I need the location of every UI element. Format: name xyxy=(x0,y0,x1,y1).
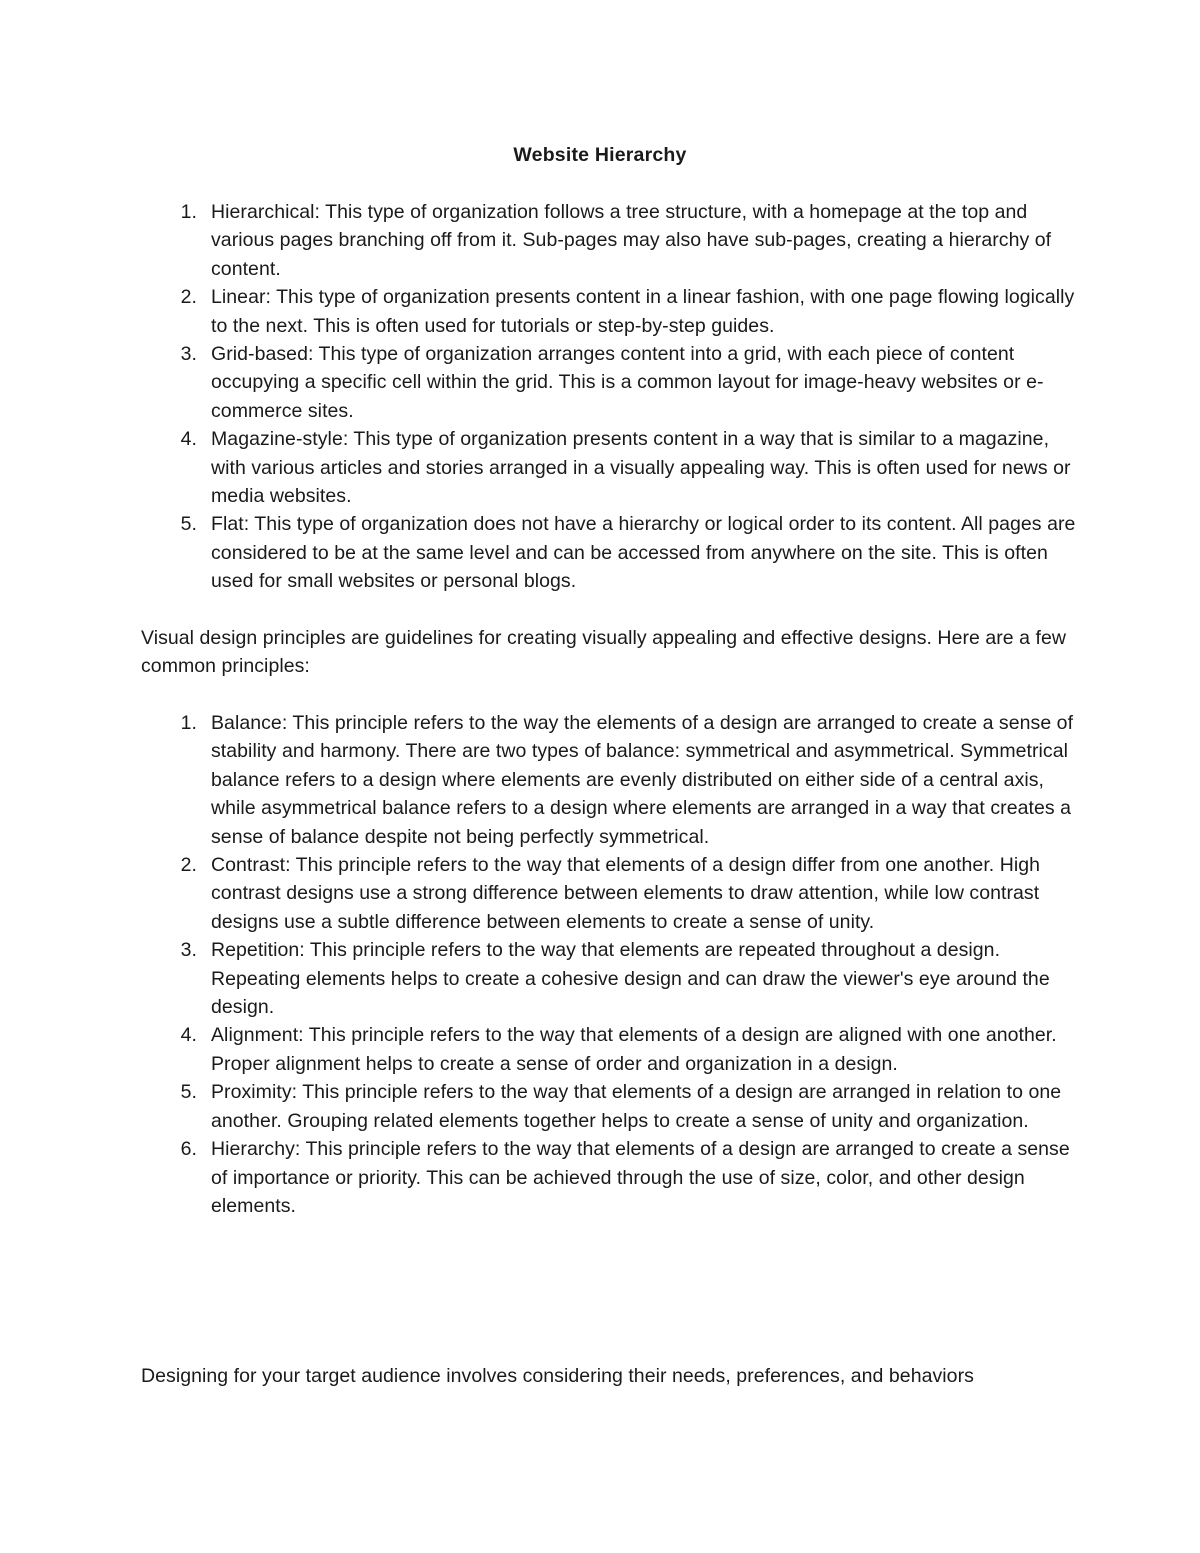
organization-types-list xyxy=(141,198,1076,596)
list-item-number: 3. xyxy=(180,343,197,366)
list-item-text: Flat: This type of organization does not have a hierarchy or logical order to its content. All pages are considered to be at the same level and can be accessed from anywhere on the site. This is often used for small websites or personal blogs. xyxy=(211,513,1076,593)
list-item-number: 2. xyxy=(180,854,197,877)
list-item-number: 2. xyxy=(180,286,197,309)
list-item-number: 5. xyxy=(180,1081,197,1104)
list-item xyxy=(141,1135,1076,1220)
principles-intro-paragraph: Visual design principles are guidelines for creating visually appealing and effective designs. Here are a few common principles: xyxy=(141,627,1067,678)
list-item-text: Proximity: This principle refers to the way that elements of a design are arranged in relation to one another. Grouping related elements together helps to create a sense of unity and organization. xyxy=(211,1081,1062,1132)
list-item xyxy=(141,851,1076,936)
list-item-number: 1. xyxy=(180,712,197,734)
list-item-text: Magazine-style: This type of organization presents content in a way that is similar to a magazine, with various articles and stories arranged in a visually appealing way. This is often used for news or media websites. xyxy=(211,428,1071,508)
page-title: Website Hierarchy xyxy=(513,144,687,166)
list-item xyxy=(141,510,1076,595)
list-item-number: 4. xyxy=(180,1024,197,1047)
list-item xyxy=(141,340,1076,425)
list-item-text: Hierarchical: This type of organization follows a tree structure, with a homepage at the top and various pages branching off from it. Sub-pages may also have sub-pages, creating a hierarchy of content. xyxy=(211,201,1052,280)
design-principles-list xyxy=(141,709,1076,1220)
list-item xyxy=(141,709,1076,851)
list-item xyxy=(141,198,1076,283)
list-item-number: 5. xyxy=(180,513,197,536)
list-item xyxy=(141,1078,1076,1135)
list-item-number: 1. xyxy=(180,201,197,223)
list-item-number: 6. xyxy=(180,1138,197,1161)
list-item xyxy=(141,1021,1076,1078)
audience-paragraph: Designing for your target audience involves considering their needs, preferences, and behaviors xyxy=(141,1365,974,1387)
list-item xyxy=(141,936,1076,1021)
list-item-text: Contrast: This principle refers to the way that elements of a design differ from one another. High contrast designs use a strong difference between elements to draw attention, while low contrast designs use a subtle difference between elements to create a sense of unity. xyxy=(211,854,1041,933)
list-item-text: Linear: This type of organization presents content in a linear fashion, with one page flowing logically to the next. This is often used for tutorials or step-by-step guides. xyxy=(211,286,1075,337)
list-item-number: 3. xyxy=(180,939,197,962)
list-item-text: Balance: This principle refers to the way the elements of a design are arranged to create a sense of stability and harmony. There are two types of balance: symmetrical and asymmetrical. Symmetrical balance refers to a design where elements are evenly distributed on either side of a central axis, while asymmetrical balance refers to a design where elements are arranged in a way that creates a sense of balance despite not being perfectly symmetrical. xyxy=(211,712,1074,848)
list-item-number: 4. xyxy=(180,428,197,451)
list-item xyxy=(141,425,1076,510)
list-item xyxy=(141,283,1076,340)
list-item-text: Alignment: This principle refers to the way that elements of a design are aligned with one another. Proper alignment helps to create a sense of order and organization in a design. xyxy=(211,1024,1057,1075)
list-item-text: Hierarchy: This principle refers to the way that elements of a design are arranged to create a sense of importance or priority. This can be achieved through the use of size, color, and other design elements. xyxy=(211,1138,1070,1217)
list-item-text: Grid-based: This type of organization arranges content into a grid, with each piece of content occupying a specific cell within the grid. This is a common layout for image-heavy websites or e-commerce sites. xyxy=(211,343,1044,422)
list-item-text: Repetition: This principle refers to the way that elements are repeated throughout a design. Repeating elements helps to create a cohesive design and can draw the viewer's eye around the design. xyxy=(211,939,1050,1019)
